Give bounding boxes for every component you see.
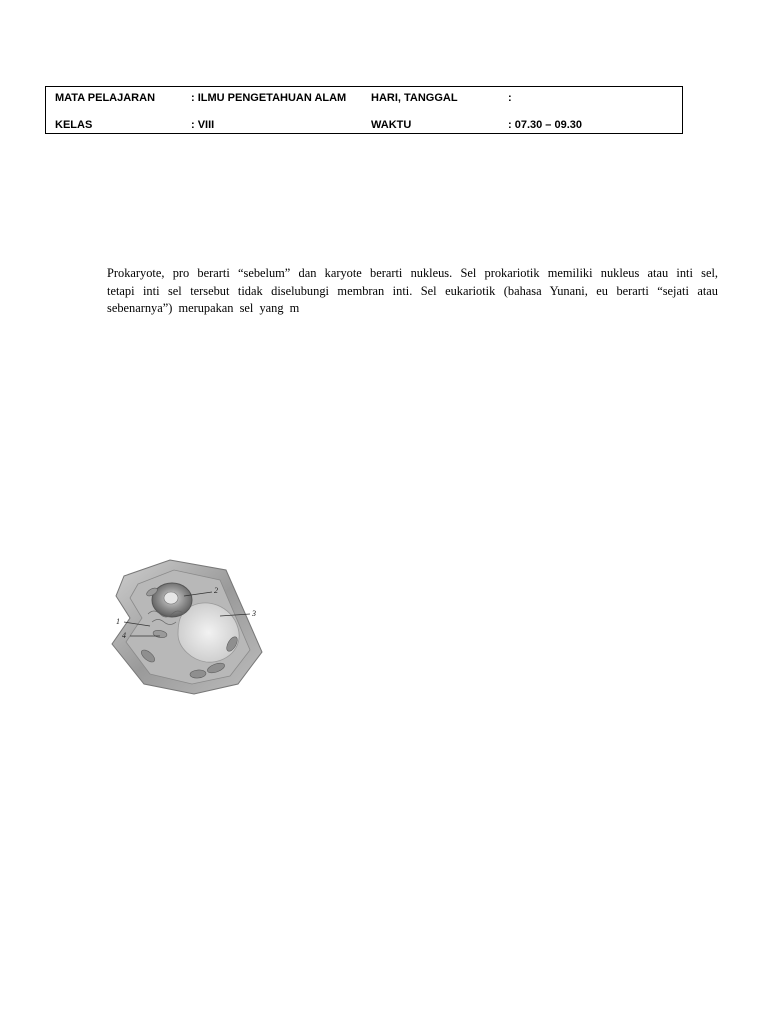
figure-label-4: 4 — [122, 631, 126, 640]
paragraph-line: sebenarnya”) merupakan sel yang m — [107, 301, 300, 315]
figure-label-1: 1 — [116, 617, 120, 626]
figure-label-3: 3 — [252, 609, 256, 618]
paragraph-line: tetapi inti sel tersebut tidak diselubungi membran inti. Sel eukariotik (bahasa Yunani, eu berarti “sejati atau — [107, 283, 718, 298]
nucleolus — [164, 592, 178, 604]
exam-header-table — [45, 86, 683, 134]
body-paragraph — [107, 265, 718, 318]
plant-cell-illustration — [108, 556, 268, 698]
subject-label: MATA PELAJARAN — [55, 92, 156, 104]
plant-cell-diagram — [108, 556, 268, 698]
class-value: : VIII — [191, 119, 215, 131]
paragraph-line: Prokaryote, pro berarti “sebelum” dan karyote berarti nukleus. Sel prokariotik memiliki nukleus atau inti sel, — [107, 266, 718, 280]
day-label: HARI, TANGGAL — [371, 92, 458, 104]
time-value: : 07.30 – 09.30 — [508, 119, 583, 131]
subject-value: : ILMU PENGETAHUAN ALAM — [191, 92, 347, 104]
figure-label-2: 2 — [214, 586, 218, 595]
time-label: WAKTU — [371, 119, 412, 131]
class-label: KELAS — [55, 119, 93, 131]
day-value: : — [508, 92, 512, 104]
